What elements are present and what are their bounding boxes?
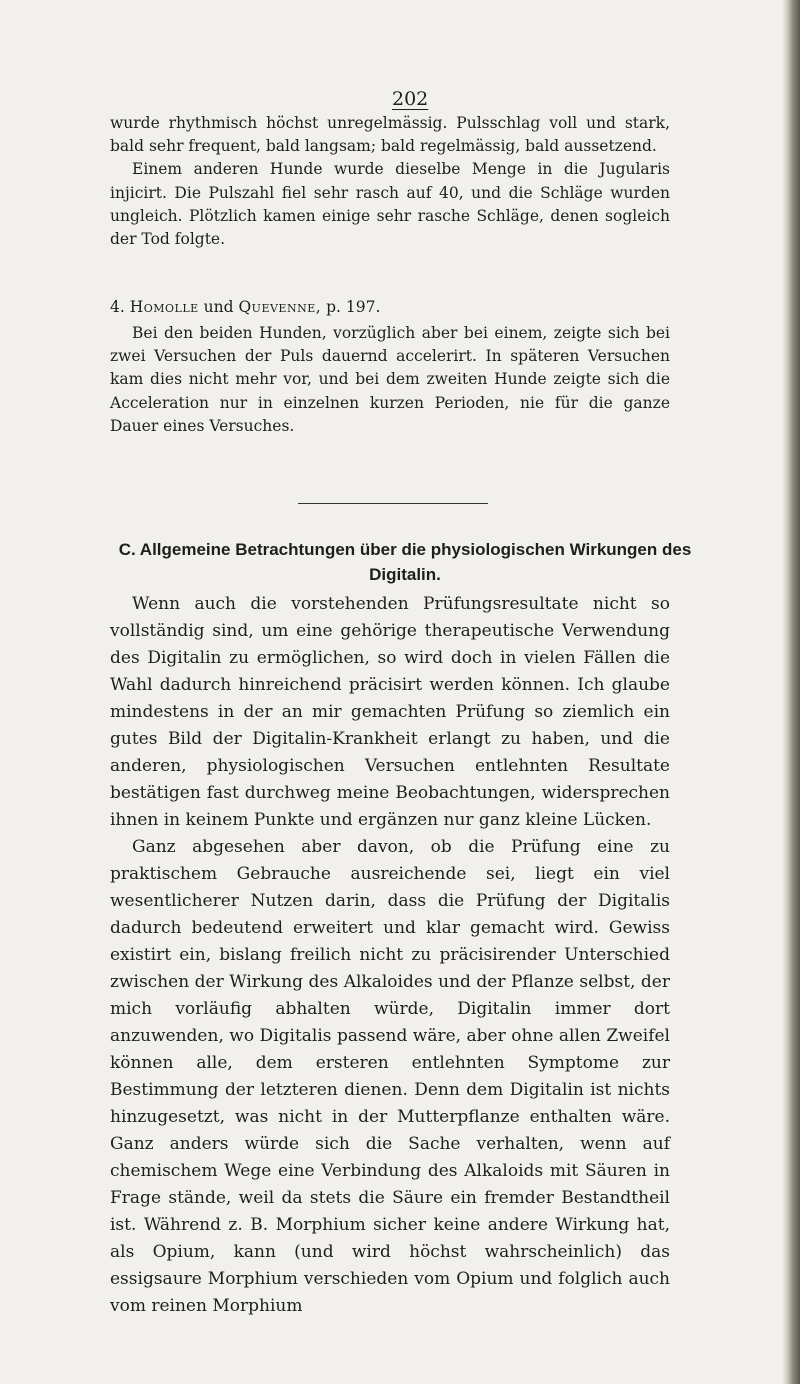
section-4-paragraph: Bei den beiden Hunden, vorzüglich aber bei einem, zeigte sich bei zwei Versuchen der Puls dauernd accelerirt. In späteren Versuchen kam dies nicht mehr vor, und bei dem zweiten Hunde zeigte sich die Acceleration nur in einzelnen kurzen Perioden, nie für die ganze Dauer eines Versuches. bbox=[110, 324, 670, 435]
body-paragraph-2: Ganz abgesehen aber davon, ob die Prüfung eine zu praktischem Gebrauche ausreichende sei, liegt ein viel wesentlicherer Nutzen darin, dass die Prüfung der Digitalis dadurch bedeutend erweitert und klar gemacht wird. Gewiss existirt ein, bislang freilich nicht zu präcisirender Unterschied zwischen der Wirkung des Alkaloides und der Pflanze selbst, der mich vorläufig abhalten würde, Digitalin immer dort anzuwenden, wo Digitalis passend wäre, aber ohne allen Zweifel können alle, dem ersteren entlehnten Symptome zur Bestimmung der letzteren dienen. Denn dem Digitalin ist nichts hinzugesetzt, was nicht in der Mutterpflanze enthalten wäre. Ganz anders würde sich die Sache verhalten, wenn auf chemischem Wege eine Verbindung des Alkaloids mit Säuren in Frage stände, weil da stets die Säure ein fremder Bestandtheil ist. Während z. B. Morphium sicher keine andere Wirkung hat, als Opium, kann (und wird höchst wahrscheinlich) das essigsaure Morphium verschieden vom Opium und folglich auch vom reinen Morphium bbox=[110, 837, 670, 1316]
section-c-heading: C. Allgemeine Betrachtungen über die physiologischen Wirkungen des Digitalin. bbox=[118, 540, 692, 584]
page-edge-shadow bbox=[782, 0, 800, 1384]
section-4-number: 4. bbox=[110, 298, 125, 316]
section-4-text-block bbox=[110, 322, 670, 438]
page-number: 202 bbox=[392, 88, 429, 110]
section-divider bbox=[298, 503, 488, 504]
body-paragraph-1: Wenn auch die vorstehenden Prüfungsresultate nicht so vollständig sind, um eine gehörige therapeutische Verwendung des Digitalin zu ermöglichen, so wird doch in vielen Fällen die Wahl dadurch hinreichend präcisirt werden können. Ich glaube mindestens in der an mir gemachten Prüfung so ziemlich ein gutes Bild der Digitalin-Krankheit erlangt zu haben, und die anderen, physiologischen Versuchen entlehnten Resultate bestätigen fast durchweg meine Beobachtungen, widersprechen ihnen in keinem Punkte und ergänzen nur ganz kleine Lücken. bbox=[110, 594, 670, 830]
author-homolle: Homolle bbox=[129, 298, 199, 316]
top-text-block bbox=[110, 112, 670, 251]
author-quevenne: Quevenne, bbox=[238, 298, 322, 316]
body-text-block bbox=[110, 591, 670, 1320]
page-reference: p. 197. bbox=[326, 298, 381, 316]
section-4-title bbox=[110, 296, 670, 319]
section-4-conj: und bbox=[203, 298, 234, 316]
paragraph-1: wurde rhythmisch höchst unregelmässig. Pulsschlag voll und stark, bald sehr frequent, bald langsam; bald regelmässig, bald aussetzend. bbox=[110, 114, 670, 156]
paragraph-2: Einem anderen Hunde wurde dieselbe Menge in die Jugularis injicirt. Die Pulszahl fiel sehr rasch auf 40, und die Schläge wurden ungleich. Plötzlich kamen einige sehr rasche Schläge, denen sogleich der Tod folgte. bbox=[110, 160, 670, 249]
